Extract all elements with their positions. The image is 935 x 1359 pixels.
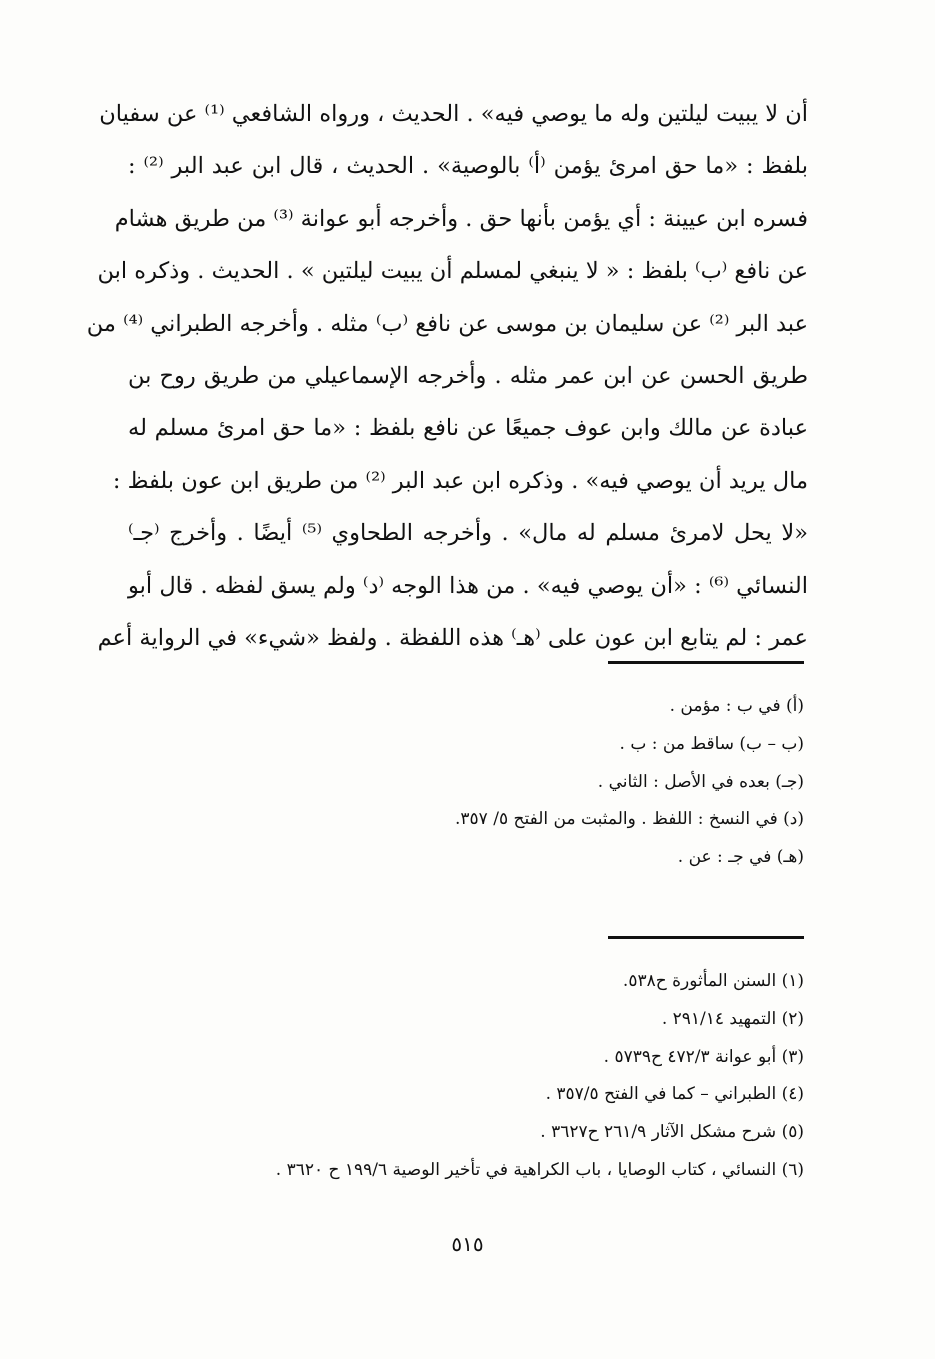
text-line: عبادة عن مالك وابن عوف جميعًا عن نافع بلفظ : «ما حق امرئ مسلم له bbox=[128, 415, 808, 442]
text-line: أن لا يبيت ليلتين وله ما يوصي فيه» . الحديث ، ورواه الشافعي ⁽¹⁾ عن سفيان bbox=[99, 101, 808, 127]
footnote-divider bbox=[608, 936, 804, 939]
footnote: (جـ) بعده في الأصل : الثاني . bbox=[597, 771, 804, 792]
footnote: (أ) في ب : مؤمن . bbox=[669, 696, 804, 716]
page-number: ٥١٥ bbox=[451, 1232, 484, 1256]
numbered-footnotes bbox=[184, 963, 804, 1190]
footnote: (د) في النسخ : اللفظ . والمثبت من الفتح ٥/ ٣٥٧. bbox=[455, 809, 804, 830]
text-line: عمر : لم يتابع ابن عون على ⁽هـ⁾ هذه اللفظة . ولفظ «شيء» في الرواية أعم bbox=[97, 624, 808, 651]
text-line: عبد البر ⁽²⁾ عن سليمان بن موسى عن نافع ⁽ب⁾ مثله . وأخرجه الطبراني ⁽⁴⁾ من bbox=[86, 310, 808, 337]
footnote: (هـ) في جـ : عن . bbox=[677, 847, 804, 868]
footnote-divider bbox=[608, 661, 804, 664]
letter-footnotes bbox=[204, 688, 804, 877]
footnote: (١) السنن المأثورة ح٥٣٨. bbox=[622, 971, 804, 991]
text-line: بلفظ : «ما حق امرئ يؤمن ⁽أ⁾ بالوصية» . الحديث ، قال ابن عبد البر ⁽²⁾ : bbox=[128, 153, 808, 180]
text-line: مال يريد أن يوصي فيه» . وذكره ابن عبد البر ⁽²⁾ من طريق ابن عون بلفظ : bbox=[112, 467, 808, 494]
text-line: فسره ابن عيينة : أي يؤمن بأنها حق . وأخرجه أبو عوانة ⁽³⁾ من طريق هشام bbox=[114, 205, 808, 232]
footnote: (٥) شرح مشكل الآثار ٢٦١/٩ ح٣٦٢٧ . bbox=[540, 1122, 804, 1143]
footnote: (ب – ب) ساقط من : ب . bbox=[619, 733, 804, 754]
main-text bbox=[86, 88, 808, 664]
footnote: (٢) التمهيد ٢٩١/١٤ . bbox=[661, 1008, 804, 1029]
footnote: (٦) النسائي ، كتاب الوصايا ، باب الكراهية في تأخير الوصية ١٩٩/٦ ح ٣٦٢٠ . bbox=[275, 1159, 804, 1180]
footnote: (٣) أبو عوانة ٤٧٢/٣ ح٥٧٣٩ . bbox=[603, 1046, 804, 1067]
text-line: «لا يحل لامرئ مسلم له مال» . وأخرجه الطحاوي ⁽⁵⁾ أيضًا . وأخرج ⁽جـ⁾ bbox=[128, 520, 808, 547]
text-line: طريق الحسن عن ابن عمر مثله . وأخرجه الإسماعيلي من طريق روح بن bbox=[128, 362, 808, 389]
text-line: عن نافع ⁽ب⁾ بلفظ : « لا ينبغي لمسلم أن يبيت ليلتين » . الحديث . وذكره ابن bbox=[97, 258, 808, 285]
text-line: النسائي ⁽⁶⁾ : «أن يوصي فيه» . من هذا الوجه ⁽د⁾ ولم يسق لفظه . قال أبو bbox=[128, 572, 808, 599]
footnote: (٤) الطبراني – كما في الفتح ٣٥٧/٥ . bbox=[545, 1084, 804, 1105]
